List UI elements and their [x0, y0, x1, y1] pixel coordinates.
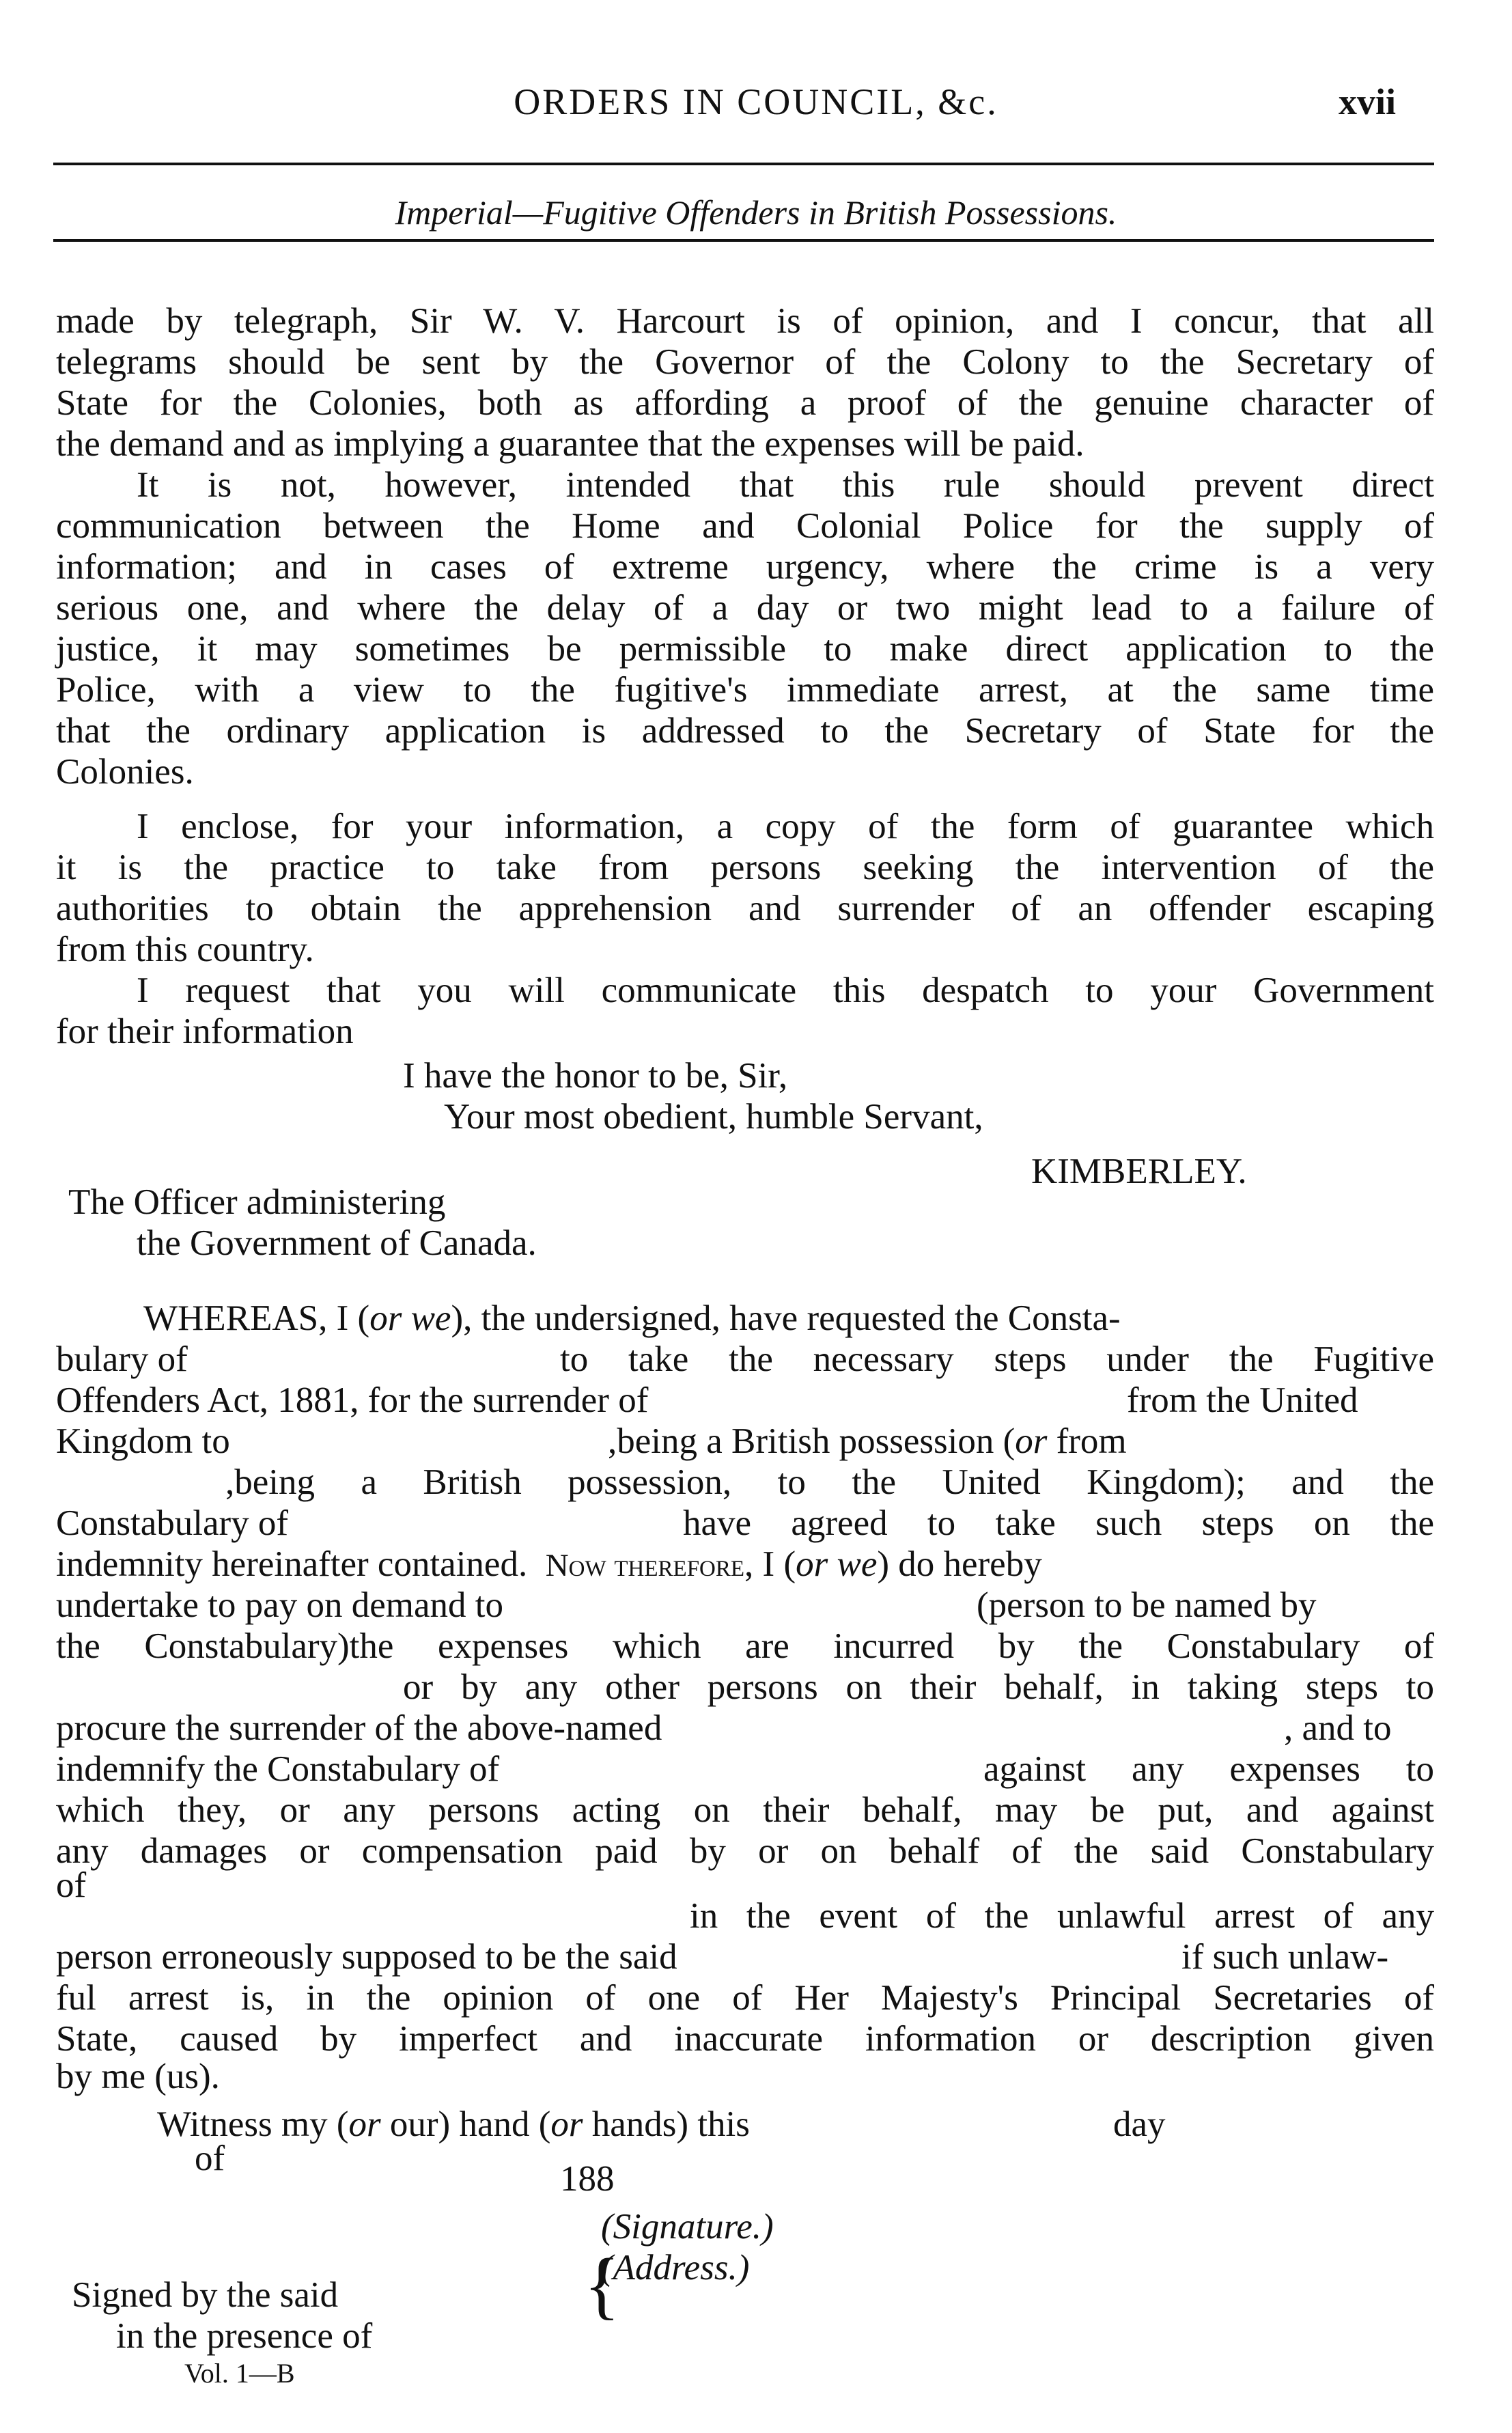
form-line: if such unlaw-: [1181, 1937, 1389, 1977]
witness-line: Signed by the said: [72, 2275, 339, 2315]
form-text: ,being a British possession (: [608, 1421, 1016, 1461]
form-line: Kingdom to: [56, 1421, 230, 1461]
form-line: from the United: [1127, 1380, 1358, 1420]
form-line: [157, 2104, 750, 2145]
address-label: (Address.): [601, 2248, 750, 2288]
form-line: which they, or any persons acting on their behalf, may be put, and against: [56, 1790, 1434, 1830]
form-text: from: [1047, 1421, 1127, 1461]
text-line: It is not, however, intended that this rule should prevent direct: [137, 465, 1434, 505]
form-line: person erroneously supposed to be the said: [56, 1937, 677, 1977]
form-line: undertake to pay on demand to: [56, 1585, 503, 1625]
form-line: in the event of the unlawful arrest of any: [690, 1896, 1434, 1936]
form-line: have agreed to take such steps on the: [683, 1503, 1434, 1543]
form-text: indemnity hereinafter contained.: [56, 1544, 528, 1584]
form-line: State, caused by imperfect and inaccurate information or description given: [56, 2019, 1434, 2059]
page-number: xvii: [1339, 81, 1397, 122]
text-line: the demand and as implying a guarantee that the expenses will be paid.: [56, 424, 1084, 464]
form-line: ful arrest is, in the opinion of one of Her Majesty's Principal Secretaries of: [56, 1978, 1434, 2018]
form-text-italic: or: [348, 2104, 381, 2144]
text-line: justice, it may sometimes be permissible to make direct application to the: [56, 629, 1434, 669]
text-line: for their information: [56, 1012, 354, 1051]
form-line: Constabulary of: [56, 1503, 289, 1543]
form-line: against any expenses to: [983, 1749, 1434, 1789]
running-header-title: ORDERS IN COUNCIL, &c.: [514, 81, 998, 122]
section-subtitle: Imperial—Fugitive Offenders in British Possessions.: [395, 193, 1117, 232]
form-line: , and to: [1284, 1708, 1392, 1748]
text-line: Police, with a view to the fugitive's immediate arrest, at the same time: [56, 670, 1434, 710]
closing-line: Your most obedient, humble Servant,: [444, 1097, 983, 1137]
text-line: communication between the Home and Colonial Police for the supply of: [56, 506, 1434, 546]
form-text: ), the undersigned, have requested the Consta-: [451, 1298, 1121, 1338]
form-text: hands) this: [583, 2104, 750, 2144]
signature-label: (Signature.): [601, 2207, 774, 2247]
form-line: of: [56, 1865, 87, 1905]
addressee-line: the Government of Canada.: [137, 1223, 537, 1263]
witness-line: in the presence of: [116, 2316, 373, 2356]
text-line: information; and in cases of extreme urgency, where the crime is a very: [56, 547, 1434, 587]
form-line: [143, 1298, 1121, 1339]
footer-signature-mark: Vol. 1—B: [184, 2358, 295, 2389]
closing-line: I have the honor to be, Sir,: [403, 1056, 788, 1096]
form-text-italic: or we: [369, 1298, 451, 1338]
form-line: or by any other persons on their behalf, in taking steps to: [403, 1667, 1434, 1707]
form-line: by me (us).: [56, 2057, 220, 2096]
form-line: of: [195, 2139, 225, 2178]
form-line: ,being a British possession, to the United Kingdom); and the: [225, 1462, 1434, 1502]
brace-icon: {: [584, 2243, 620, 2326]
form-line: any damages or compensation paid by or on behalf of the said Constabulary: [56, 1831, 1434, 1871]
form-line: [56, 1544, 1042, 1586]
text-line: I enclose, for your information, a copy of the form of guarantee which: [137, 807, 1434, 846]
text-line: Colonies.: [56, 752, 194, 792]
form-text-smallcaps: Now therefore: [545, 1548, 745, 1583]
form-line: to take the necessary steps under the Fugitive: [560, 1339, 1434, 1379]
form-text: our) hand (: [380, 2104, 551, 2144]
form-line: bulary of: [56, 1339, 188, 1379]
form-line: [608, 1421, 1127, 1462]
text-line: authorities to obtain the apprehension and surrender of an offender escaping: [56, 889, 1434, 928]
form-line: the Constabulary)the expenses which are incurred by the Constabulary of: [56, 1626, 1434, 1666]
text-line: State for the Colonies, both as affording a proof of the genuine character of: [56, 383, 1434, 423]
signature-name: KIMBERLEY.: [1031, 1152, 1247, 1191]
text-line: that the ordinary application is addressed to the Secretary of State for the: [56, 711, 1434, 751]
form-text-italic: or: [1015, 1421, 1048, 1461]
header-rule-bottom: [53, 239, 1434, 242]
text-line: made by telegraph, Sir W. V. Harcourt is of opinion, and I concur, that all: [56, 301, 1434, 341]
form-line: day: [1113, 2104, 1166, 2144]
header-rule-top: [53, 163, 1434, 165]
text-line: it is the practice to take from persons seeking the intervention of the: [56, 848, 1434, 887]
form-text: WHEREAS, I (: [143, 1298, 370, 1338]
text-line: serious one, and where the delay of a day or two might lead to a failure of: [56, 588, 1434, 628]
form-line: Offenders Act, 1881, for the surrender of: [56, 1380, 649, 1420]
form-line: procure the surrender of the above-named: [56, 1708, 662, 1748]
text-line: telegrams should be sent by the Governor of the Colony to the Secretary of: [56, 342, 1434, 382]
form-line: 188: [560, 2159, 615, 2199]
form-text-italic: or we: [796, 1544, 878, 1584]
form-text: Witness my (: [157, 2104, 349, 2144]
form-line: (person to be named by: [977, 1585, 1317, 1625]
form-text: ) do hereby: [877, 1544, 1042, 1584]
text-line: I request that you will communicate this despatch to your Government: [137, 971, 1434, 1010]
form-text-italic: or: [550, 2104, 583, 2144]
text-line: from this country.: [56, 930, 314, 969]
form-text: , I (: [744, 1544, 796, 1584]
form-line: indemnify the Constabulary of: [56, 1749, 500, 1789]
addressee-line: The Officer administering: [68, 1182, 446, 1222]
